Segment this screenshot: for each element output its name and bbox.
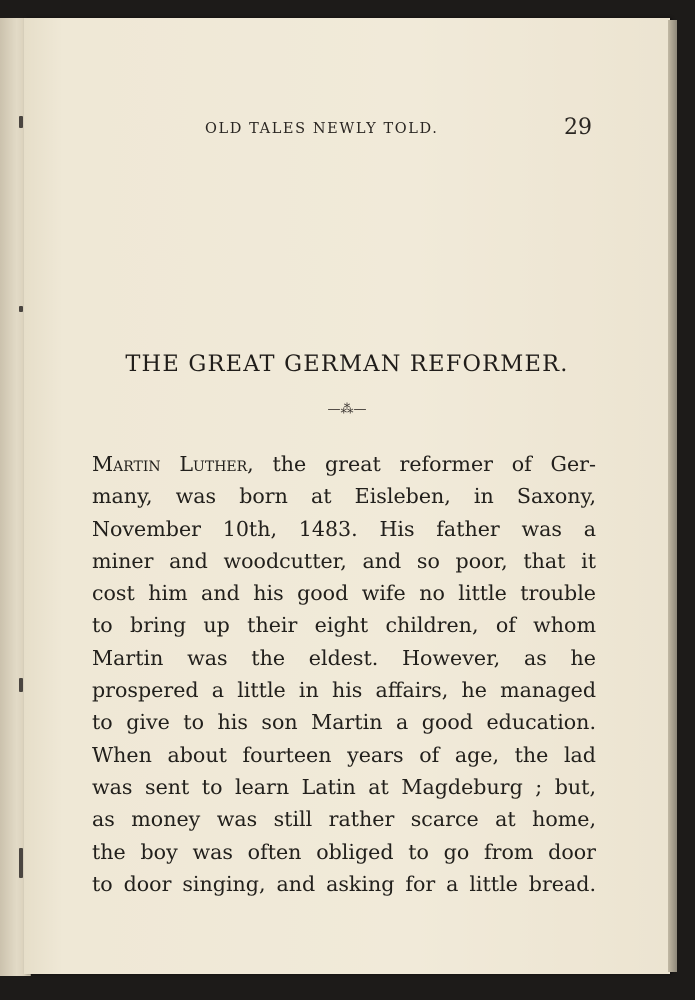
- running-head: [24, 115, 670, 145]
- text-line: to give to his son Martin a good education.: [92, 710, 596, 735]
- text-line: many, was born at Eisleben, in Saxony,: [92, 484, 596, 509]
- text-line: November 10th, 1483. His father was a: [92, 516, 596, 541]
- ornament-divider: —⁂—: [327, 402, 367, 417]
- text-line-fragment: , the great reformer of Ger-: [247, 452, 596, 476]
- text-line: Martin was the eldest. However, as he: [92, 645, 596, 670]
- text-line: to bring up their eight children, of whom: [92, 613, 596, 638]
- page-edge-shadow: [668, 20, 677, 972]
- text-line: to door singing, and asking for a little bread.: [92, 871, 596, 896]
- text-line: was sent to learn Latin at Magdeburg ; but,: [92, 774, 596, 799]
- opening-name: Martin Luther: [92, 452, 248, 476]
- chapter-title: THE GREAT GERMAN REFORMER.: [125, 351, 569, 377]
- book-page: [24, 18, 670, 974]
- binding-mark: [19, 678, 23, 692]
- binding-mark: [19, 306, 23, 312]
- binding-mark: [19, 116, 23, 128]
- text-line: as money was still rather scarce at home,: [92, 807, 596, 832]
- running-title: OLD TALES NEWLY TOLD.: [205, 121, 439, 137]
- text-line: miner and woodcutter, and so poor, that it: [92, 548, 596, 573]
- body-paragraph: [92, 448, 596, 900]
- text-line: cost him and his good wife no little trouble: [92, 581, 596, 606]
- text-line: [92, 448, 596, 480]
- text-line: prospered a little in his affairs, he managed: [92, 678, 596, 703]
- page-number: 29: [564, 115, 592, 140]
- text-line: When about fourteen years of age, the lad: [92, 742, 596, 767]
- text-line: the boy was often obliged to go from door: [92, 839, 596, 864]
- binding-mark: [19, 848, 23, 878]
